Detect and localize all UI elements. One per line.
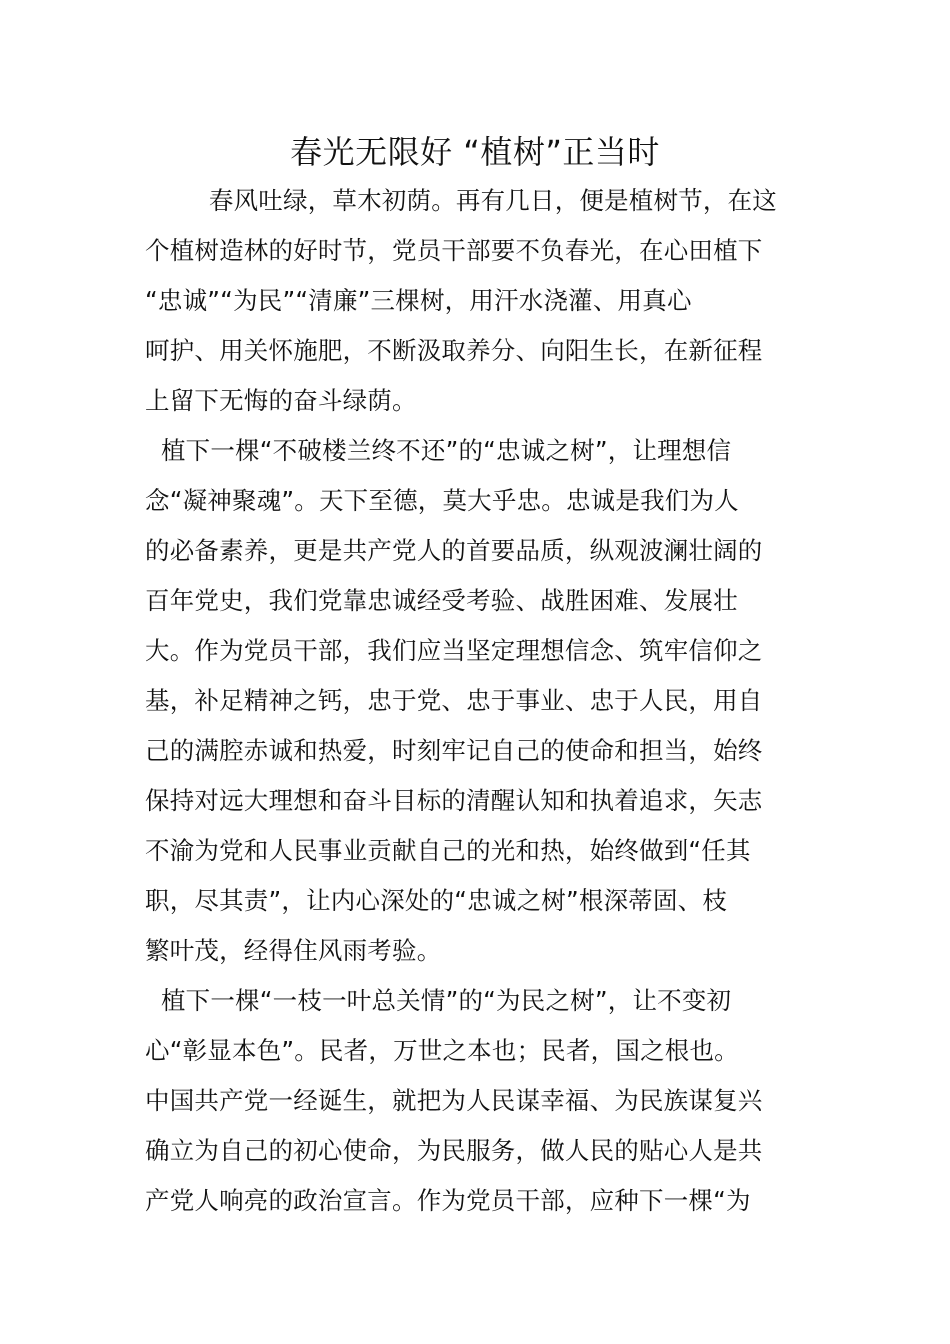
text-line: 的必备素养，更是共产党人的首要品质，纵观波澜壮阔的 xyxy=(145,536,763,565)
document-body xyxy=(145,176,810,1226)
text-line: 个植树造林的好时节，党员干部要不负春光，在心田植下 xyxy=(145,236,763,265)
text-line: 百年党史，我们党靠忠诚经受考验、战胜困难、发展壮 xyxy=(145,586,738,615)
text-line: 不渝为党和人民事业贡献自己的光和热，始终做到“任其 xyxy=(145,836,751,865)
document-title: 春光无限好 “植树”正当时 xyxy=(290,133,660,171)
text-line: 己的满腔赤诚和热爱，时刻牢记自己的使命和担当，始终 xyxy=(145,736,763,765)
text-line: 职，尽其责”，让内心深处的“忠诚之树”根深蒂固、枝 xyxy=(145,886,728,915)
text-line: “忠诚”“为民”“清廉”三棵树，用汗水浇灌、用真心 xyxy=(145,286,692,315)
text-line: 植下一棵“一枝一叶总关情”的“为民之树”，让不变初 xyxy=(145,986,732,1015)
text-line: 产党人响亮的政治宣言。作为党员干部，应种下一棵“为 xyxy=(145,1186,751,1215)
text-line: 基，补足精神之钙，忠于党、忠于事业、忠于人民，用自 xyxy=(145,686,763,715)
text-line: 繁叶茂，经得住风雨考验。 xyxy=(145,936,442,965)
text-line: 中国共产党一经诞生，就把为人民谋幸福、为民族谋复兴 xyxy=(145,1086,763,1115)
text-line: 上留下无悔的奋斗绿荫。 xyxy=(145,386,417,415)
text-line: 呵护、用关怀施肥，不断汲取养分、向阳生长，在新征程 xyxy=(145,336,763,365)
text-line: 植下一棵“不破楼兰终不还”的“忠诚之树”，让理想信 xyxy=(145,436,732,465)
text-line: 确立为自己的初心使命，为民服务，做人民的贴心人是共 xyxy=(145,1136,763,1165)
text-line: 保持对远大理想和奋斗目标的清醒认知和执着追求，矢志 xyxy=(145,786,763,815)
text-line: 大。作为党员干部，我们应当坚定理想信念、筑牢信仰之 xyxy=(145,636,763,665)
text-line: 心“彰显本色”。民者，万世之本也；民者，国之根也。 xyxy=(145,1036,739,1065)
text-line: 念“凝神聚魂”。天下至德，莫大乎忠。忠诚是我们为人 xyxy=(145,486,739,515)
text-line: 春风吐绿，草木初荫。再有几日，便是植树节，在这 xyxy=(145,186,778,215)
